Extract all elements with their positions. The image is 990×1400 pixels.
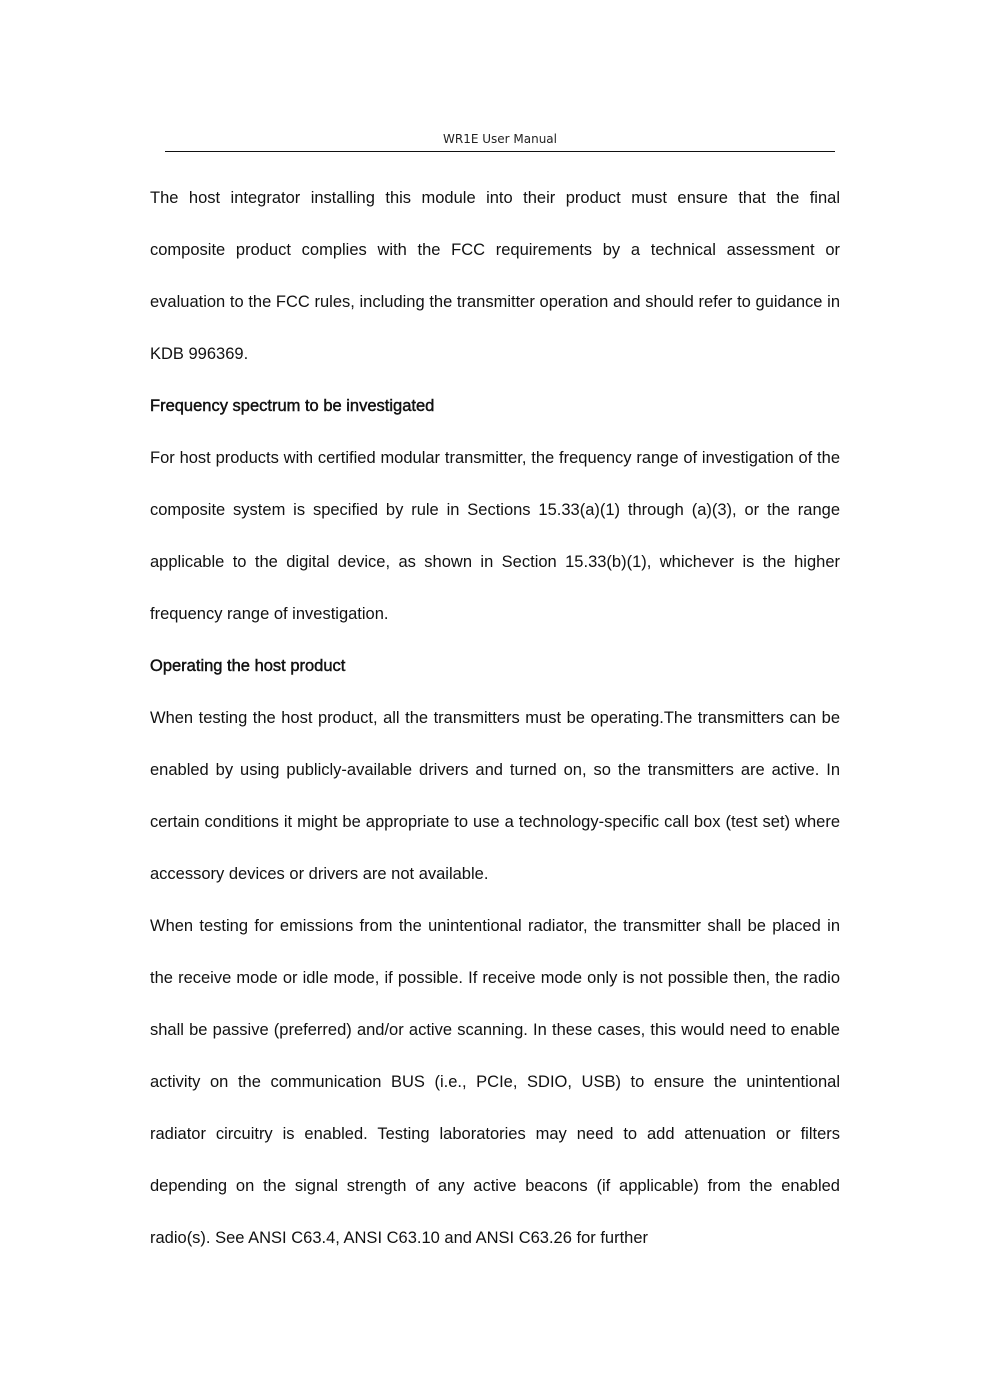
header-divider [165, 151, 835, 152]
section-heading-frequency-spectrum: Frequency spectrum to be investigated [150, 397, 435, 415]
running-header-title: WR1E User Manual [442, 132, 557, 146]
page-body [150, 172, 840, 1264]
frequency-spectrum-paragraph: For host products with certified modular transmitter, the frequency range of investigation of the composite system is specified by rule in Sections 15.33(a)(1) through (a)(3), or the range applicable to the digital device, as shown in Section 15.33(b)(1), whichever is the higher frequency range of investigation. [150, 449, 840, 623]
section-heading-operating-host: Operating the host product [150, 657, 346, 675]
operating-host-paragraph-2: When testing for emissions from the unintentional radiator, the transmitter shall be placed in the receive mode or idle mode, if possible. If receive mode only is not possible then, the radio shall be passive (preferred) and/or active scanning. In these cases, this would need to enable activity on the communication BUS (i.e., PCIe, SDIO, USB) to ensure the unintentional radiator circuitry is enabled. Testing laboratories may need to add attenuation or filters depending on the signal strength of any active beacons (if applicable) from the enabled radio(s). See ANSI C63.4, ANSI C63.10 and ANSI C63.26 for further [150, 917, 840, 1247]
operating-host-paragraph-1: When testing the host product, all the transmitters must be operating.The transmitters can be enabled by using publicly-available drivers and turned on, so the transmitters are active. In certain conditions it might be appropriate to use a technology-specific call box (test set) where accessory devices or drivers are not available. [150, 709, 840, 883]
intro-paragraph: The host integrator installing this module into their product must ensure that the final composite product complies with the FCC requirements by a technical assessment or evaluation to the FCC rules, including the transmitter operation and should refer to guidance in KDB 996369. [150, 189, 840, 363]
